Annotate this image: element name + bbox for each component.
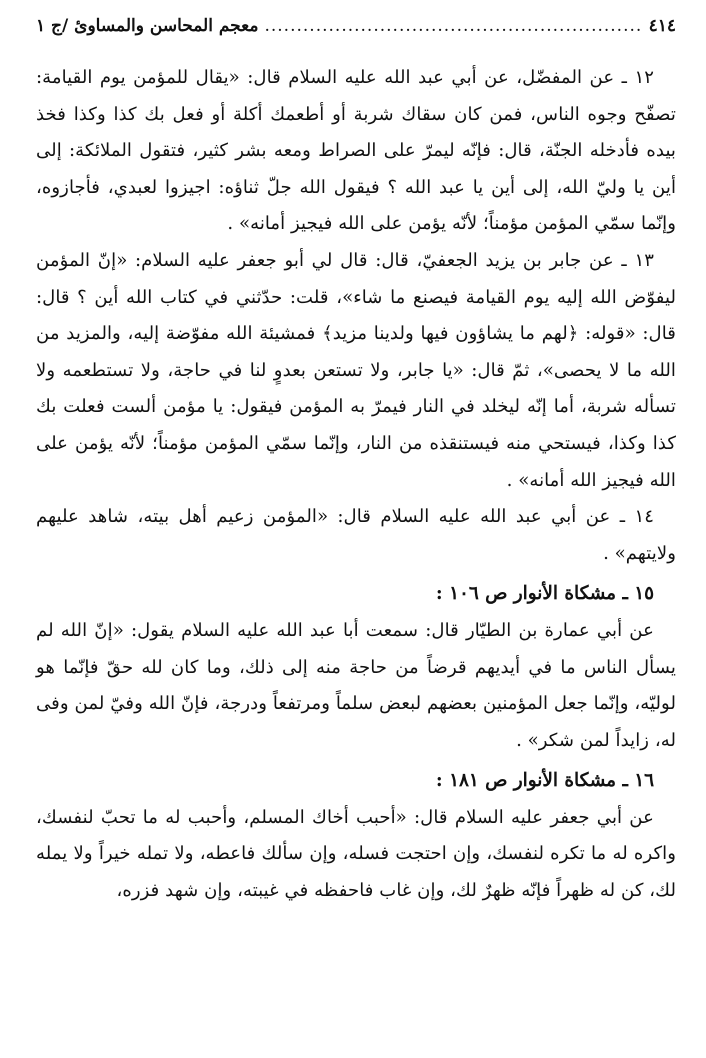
header-leader-dots [264,16,642,36]
section-heading-15: ١٥ ـ مشكاة الأنوار ص ١٠٦ : [435,583,654,605]
hadith-entry-13: ١٣ ـ عن جابر بن يزيد الجعفيّ، قال: قال لي أبو جعفر عليه السلام: «إنّ المؤمن ليفوّض الله إليه يوم القيامة فيصنع ما شاء»، قلت: حدّثني في كتاب الله أين ؟ قال: قال: «قوله: ﴿لهم ما يشاؤون فيها ولدينا مزيد﴾ فمشيئة الله مفوّضة إليه، والمزيد من الله ما لا يحصى»، ثمّ قال: «يا جابر، ولا تستعن بعدوٍ لنا في حاجة، ولا تستطعمه ولا تسأله شربة، أما إنّه ليخلد في النار فيمرّ به المؤمن فيقول: يا مؤمن ألست فعلت بك كذا وكذا، فيستحي منه فيستنقذه من النار، وإنّما سمّي المؤمن مؤمناً؛ لأنّه يؤمن على الله فيجيز الله أمانه» . [36,249,676,491]
book-title: معجم المحاسن والمساوئ /ج ١ [36,16,259,36]
page-header [36,16,676,46]
hadith-entry-12: ١٢ ـ عن المفضّل، عن أبي عبد الله عليه السلام قال: «يقال للمؤمن يوم القيامة: تصفّح وجوه الناس، فمن كان سقاك شربة أو أطعمك أكلة أو فعل بك كذا وكذا فخذ بيده فأدخله الجنّة، قال: فإنّه ليمرّ على الصراط ومعه بشر كثير، فتقول الملائكة: إلى أين يا وليّ الله، إلى أين يا عبد الله ؟ فيقول الله جلّ ثناؤه: اجيزوا لعبدي، فأجازوه، وإنّما سمّي المؤمن مؤمناً؛ لأنّه يؤمن على الله فيجيز أمانه» . [36,67,676,235]
book-page [36,16,676,1046]
hadith-entry-14: ١٤ ـ عن أبي عبد الله عليه السلام قال: «المؤمن زعيم أهل بيته، شاهد عليهم ولايتهم» . [36,506,676,564]
page-number: ٤١٤ [648,16,676,36]
hadith-entry-16: عن أبي جعفر عليه السلام قال: «أحبب أخاك المسلم، وأحبب له ما تحبّ لنفسك، واكره له ما تكره لنفسك، وإن احتجت فسله، وإن سألك فاعطه، ولا تمله خيراً ولا يمله لك، كن له ظهراً فإنّه ظهرٌ لك، وإن غاب فاحفظه في غيبته، وإن شهد فزره، [36,806,676,902]
section-heading-16: ١٦ ـ مشكاة الأنوار ص ١٨١ : [435,770,654,792]
page-body [36,60,676,910]
hadith-entry-15: عن أبي عمارة بن الطيّار قال: سمعت أبا عبد الله عليه السلام يقول: «إنّ الله لم يسأل الناس ما في أيديهم قرضاً من حاجة منه إلى ذلك، وما كان لله حقّ فإنّما هو لوليّه، وإنّما جعل المؤمنين بعضهم لبعض سلماً ومرتفعاً ودرجة، فإنّ الله وفيّ لمن وفى له، زايداً لمن شكر» . [36,619,676,751]
